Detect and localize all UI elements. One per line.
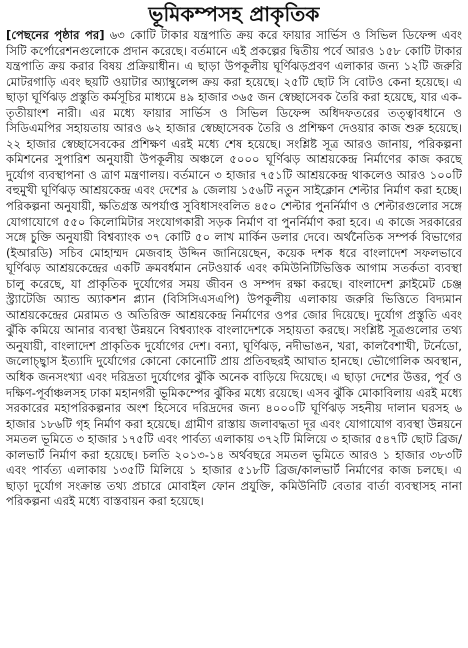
continuation-dateline: [পেছনের পৃষ্ঠার পর] — [6, 28, 105, 42]
article-body-text: ৬৩ কোটি টাকার যন্ত্রপাতি ক্রয় করে ফায়ার সার্ভিস ও সিভিল ডিফেন্স এবং সিটি কর্পোরেশনগুলোকে প্রদান করেছে। বর্তমানে এই প্রকল্পের দ্বিতীয় পর্বে আরও ১৫৮ কোটি টাকার যন্ত্রপাতি ক্রয় করার বিষয় প্রক্রিয়াধীন। এ ছাড়া উপকূলীয় ঘূর্ণিঝড়প্রবণ এলাকার জন্য ১২টি জরুরি মোটরগাড়ি এবং ছয়টি ওয়াটার অ্যাম্বুলেন্স ক্রয় করা হয়েছে। ২৫টি ছোট সি বোটও কেনা হয়েছে। এ ছাড়া ঘূর্ণিঝড় প্রস্তুতি কর্মসূচির মাধ্যমে ৪৯ হাজার ৩৬৫ জন স্বেচ্ছাসেবক তৈরি করা হয়েছে, যার এক-তৃতীয়াংশ নারী। এর মধ্যে ফায়ার সার্ভিস ও সিভিল ডিফেন্স অধিদফতরের তত্ত্বাবধানে ও সিডিএমপির সহায়তায় আরও ৬২ হাজার স্বেচ্ছাসেবক তৈরি ও প্রশিক্ষণ দেওয়ার কাজ শুরু হয়েছে। ২২ হাজার স্বেচ্ছাসেবকের প্রশিক্ষণ এরই মধ্যে শেষ হয়েছে। সংশ্লিষ্ট সূত্র আরও জানায়, পরিকল্পনা কমিশনের সুপারিশ অনুযায়ী উপকূলীয় অঞ্চলে ৫০০০ ঘূর্ণিঝড় আশ্রয়কেন্দ্র নির্মাণের কাজ করছে দুর্যোগ ব্যবস্থাপনা ও ত্রাণ মন্ত্রণালয়। বর্তমানে ৩ হাজার ৭৫১টি আশ্রয়কেন্দ্র থাকলেও আরও ১০০টি বহুমুখী ঘূর্ণিঝড় আশ্রয়কেন্দ্র এবং দেশের ৯ জেলায় ১৫৬টি নতুন সাইক্লোন শেল্টার নির্মাণ করা হচ্ছে। পরিকল্পনা অনুযায়ী, ক্ষতিগ্রস্ত অপর্যাপ্ত সুবিধাসংবলিত ৪৫০ শেল্টার পুনর্নির্মাণ ও শেল্টারগুলোর সঙ্গে যোগাযোগে ৫৫০ কিলোমিটার সংযোগকারী সড়ক নির্মাণ বা পুনর্নির্মাণ করা হবে। এ কাজে সরকারের সঙ্গে চুক্তি অনুযায়ী বিশ্বব্যাংক ৩৭ কোটি ৫০ লাখ মার্কিন ডলার দেবে। অর্থনৈতিক সম্পর্ক বিভাগের (ইআরডি) সচিব মোহাম্মদ মেজবাহ উদ্দিন জানিয়েছেন, কয়েক দশক ধরে বাংলাদেশ সফলভাবে ঘূর্ণিঝড় আশ্রয়কেন্দ্রের একটি ক্রমবর্ধমান নেটওয়ার্ক এবং কমিউনিটিভিত্তিক আগাম সতর্কতা ব্যবস্থা চালু করেছে, যা প্রাকৃতিক দুর্যোগের সময় জীবন ও সম্পদ রক্ষা করছে। বাংলাদেশ ক্লাইমেট চেঞ্জ স্ট্র্যাটেজি অ্যান্ড অ্যাকশন প্ল্যান (বিসিসিএসএপি) উপকূলীয় এলাকায় জরুরি ভিত্তিতে বিদ্যমান আশ্রয়কেন্দ্রের মেরামত ও অতিরিক্ত আশ্রয়কেন্দ্র নির্মাণের ওপর জোর দিয়েছে। দুর্যোগ প্রস্তুতি এবং ঝুঁকি কমিয়ে আনার ব্যবস্থা উন্নয়নে বিশ্বব্যাংক বাংলাদেশকে সহায়তা করছে। সংশ্লিষ্ট সূত্রগুলোর তথ্য অনুযায়ী, বাংলাদেশ প্রাকৃতিক দুর্যোগের দেশ। বন্যা, ঘূর্ণিঝড়, নদীভাঙন, খরা, কালবৈশাখী, টর্নেডো, জলোচ্ছ্বাস ইত্যাদি দুর্যোগের কোনো কোনোটি প্রায় প্রতিবছরই আঘাত হানছে। ভৌগোলিক অবস্থান, অধিক জনসংখ্যা এবং দরিদ্রতা দুর্যোগের ঝুঁকি অনেক বাড়িয়ে দিয়েছে। এ ছাড়া দেশের উত্তর, পূর্ব ও দক্ষিণ-পূর্বাঞ্চলসহ ঢাকা মহানগরী ভূমিকম্পের ঝুঁকির মধ্যে রয়েছে। এসব ঝুঁকি মোকাবিলায় এরই মধ্যে সরকারের মহাপরিকল্পনার অংশ হিসেবে দরিদ্রদের জন্য ৪০০০টি ঘূর্ণিঝড় সহনীয় দালান ঘরসহ ৬ হাজার ১৮৬টি গৃহ নির্মাণ করা হয়েছে। গ্রামীণ রাস্তায় জলাবদ্ধতা দূর এবং যোগাযোগ ব্যবস্থা উন্নয়নে সমতল ভূমিতে ৩ হাজার ১৭৫টি এবং পার্বত্য এলাকায় ৩৭২টি মিলিয়ে ৩ হাজার ৫৪৭টি ছোট ব্রিজ/কালভার্ট নির্মাণ করা হয়েছে। চলতি ২০১৩-১৪ অর্থবছরে সমতল ভূমিতে আরও ১ হাজার ৩৮৩টি এবং পার্বত্য এলাকায় ১৩৫টি মিলিয়ে ১ হাজার ৫১৮টি ব্রিজ/কালভার্ট নির্মাণের কাজ চলছে। এ ছাড়া দুর্যোগ সংক্রান্ত তথ্য প্রচারে মোবাইল ফোন প্রযুক্তি, কমিউনিটি বেতার বার্তা ব্যবস্থাসহ নানা পরিকল্পনা এরই মধ্যে বাস্তবায়ন করা হয়েছে। — [6, 28, 462, 509]
article-body — [6, 28, 462, 510]
article-headline: ভূমিকম্পসহ প্রাকৃতিক — [148, 2, 320, 26]
